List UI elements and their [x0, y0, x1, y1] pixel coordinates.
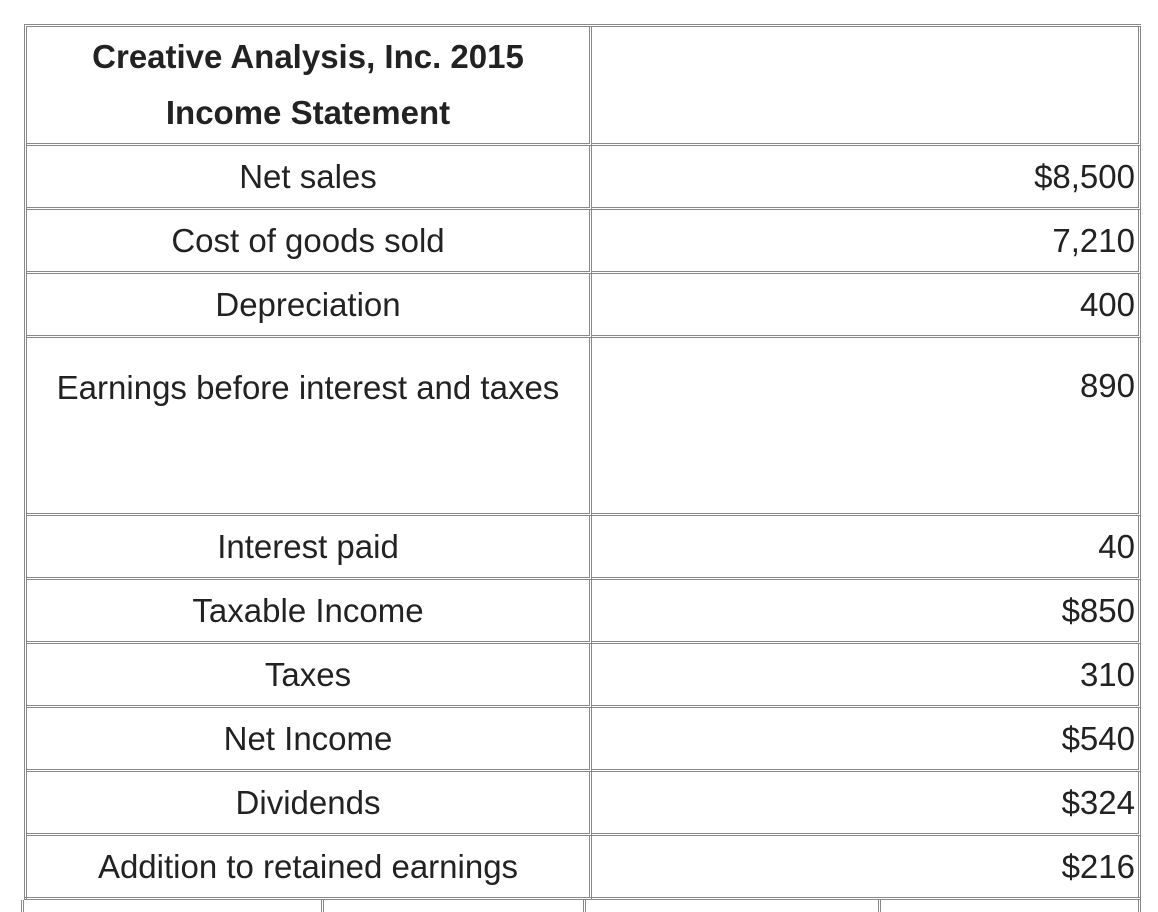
table-row-dividends: [27, 772, 1141, 836]
table-row-taxes: [27, 644, 1141, 708]
row-value: $850: [592, 580, 1141, 644]
row-label: Cost of goods sold: [27, 210, 592, 274]
row-value: $540: [592, 708, 1141, 772]
row-label: Taxable Income: [27, 580, 592, 644]
statement-title-row: [27, 27, 1141, 146]
row-label: Interest paid: [27, 516, 592, 580]
row-value: $8,500: [592, 146, 1141, 210]
row-label: Depreciation: [27, 274, 592, 338]
row-label: Earnings before interest and taxes: [27, 338, 592, 516]
table-row-depreciation: [27, 274, 1141, 338]
row-label: Taxes: [27, 644, 592, 708]
row-value: 890: [592, 338, 1141, 516]
next-table-divider: [1138, 900, 1141, 912]
table-row-interest-paid: [27, 516, 1141, 580]
statement-title-line1: Creative Analysis, Inc. 2015: [92, 38, 524, 75]
table-row-addition-to-retained-earnings: [27, 836, 1141, 900]
row-value: 7,210: [592, 210, 1141, 274]
statement-title-empty-cell: [592, 27, 1141, 146]
row-value: 310: [592, 644, 1141, 708]
row-label: Dividends: [27, 772, 592, 836]
table-row-ebit: [27, 338, 1141, 516]
row-value: 40: [592, 516, 1141, 580]
next-table-divider: [583, 900, 586, 912]
row-value: 400: [592, 274, 1141, 338]
row-value: $216: [592, 836, 1141, 900]
row-label: Addition to retained earnings: [27, 836, 592, 900]
next-table-divider: [321, 900, 324, 912]
next-table-divider: [878, 900, 881, 912]
row-label: Net sales: [27, 146, 592, 210]
row-value: $324: [592, 772, 1141, 836]
table-row-taxable-income: [27, 580, 1141, 644]
table-row-cost-of-goods-sold: [27, 210, 1141, 274]
table-row-net-income: [27, 708, 1141, 772]
table-row-net-sales: [27, 146, 1141, 210]
statement-title: [27, 27, 592, 146]
statement-title-line2: Income Statement: [165, 94, 451, 131]
row-label: Net Income: [27, 708, 592, 772]
next-table-divider: [21, 900, 24, 912]
income-statement-table: [24, 24, 1141, 900]
next-table-top-border: [24, 897, 1141, 909]
